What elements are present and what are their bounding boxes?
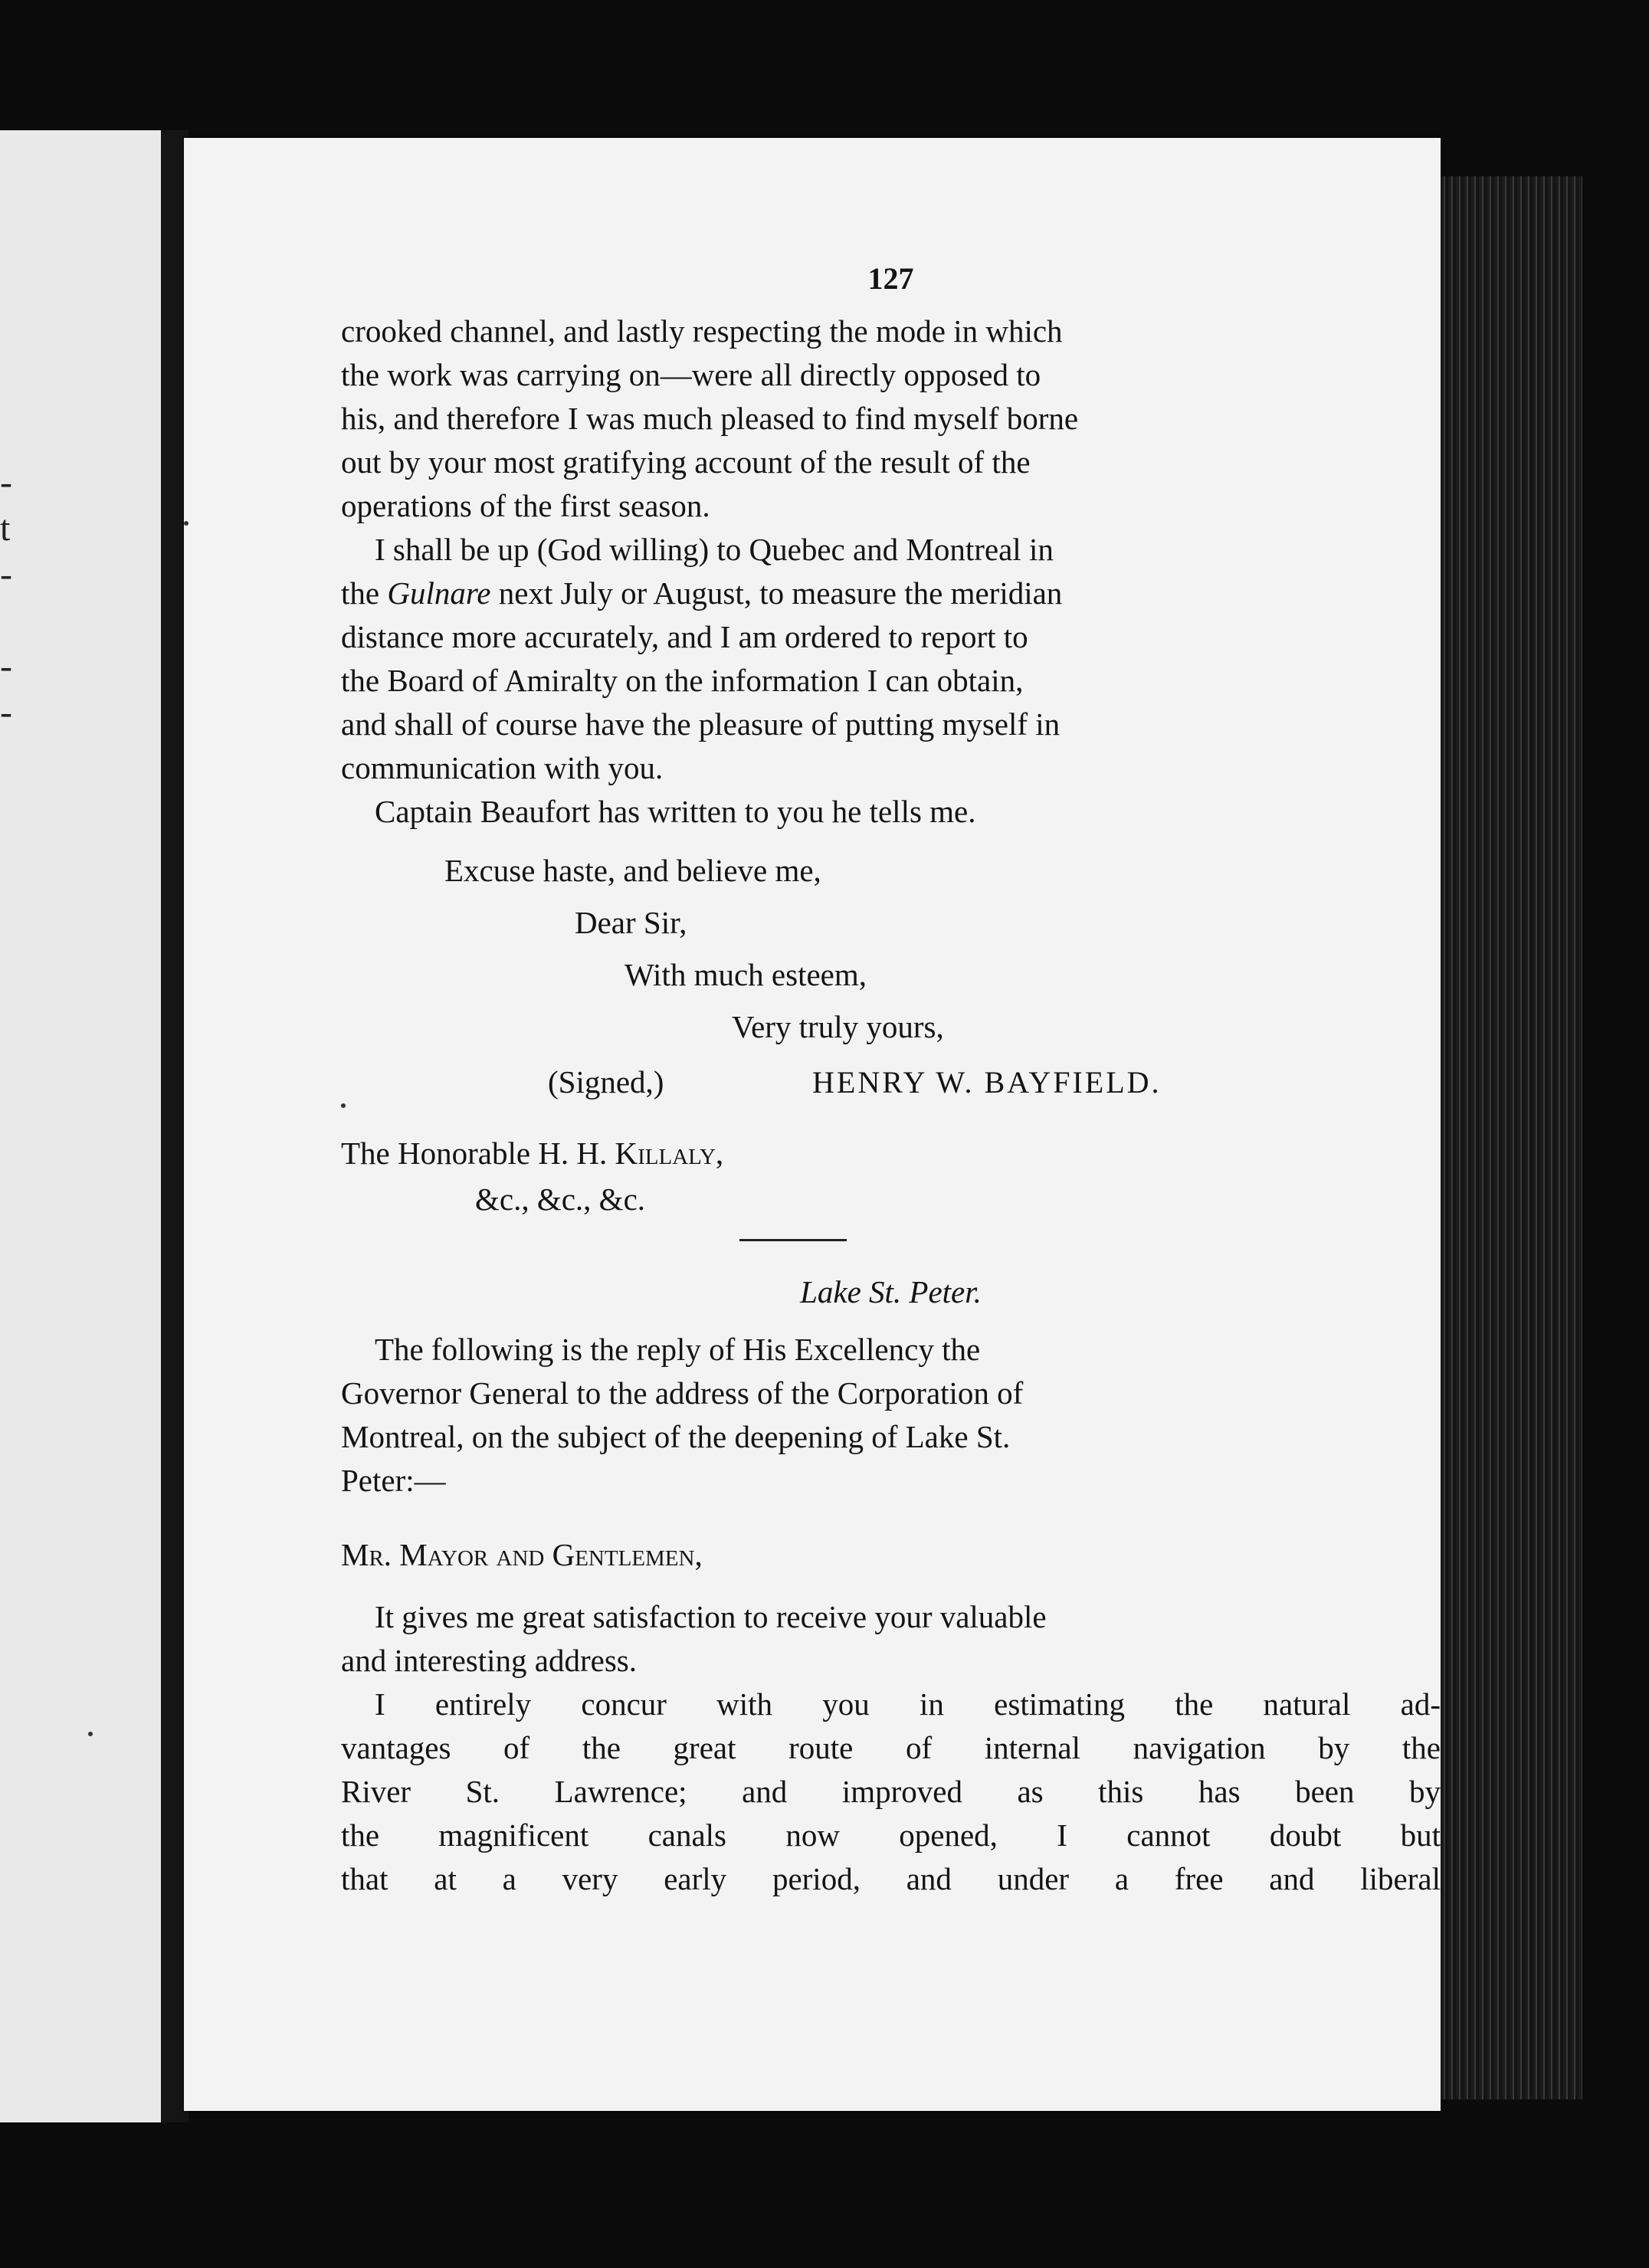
text-line: and shall of course have the pleasure of putting myself in: [341, 706, 1061, 742]
closing-line: Excuse haste, and believe me,: [444, 853, 821, 888]
text-line: The following is the reply of His Excellency the: [375, 1332, 981, 1367]
text-line: Governor General to the address of the Corporation of: [341, 1375, 1024, 1411]
paragraph: [341, 1683, 1441, 1901]
text-line: out by your most gratifying account of the result of the: [341, 444, 1031, 480]
text-line: It gives me great satisfaction to receive your valuable: [375, 1599, 1047, 1634]
signature-line: [341, 1056, 1441, 1109]
text-line: the work was carrying on—were all directly opposed to: [341, 357, 1041, 392]
text-line: his, and therefore I was much pleased to find myself borne: [341, 401, 1079, 436]
margin-mark: t: [0, 508, 11, 549]
signed-label: (Signed,): [548, 1064, 664, 1100]
margin-mark: -: [0, 554, 12, 595]
text-line: the Gulnare next July or August, to measure the meridian: [341, 575, 1063, 611]
closing-line: With much esteem,: [625, 957, 867, 992]
text-line: Captain Beaufort has written to you he tells me.: [375, 794, 976, 829]
addressee-line: &c., &c., &c.: [475, 1182, 646, 1217]
ship-name: Gulnare: [387, 575, 491, 611]
text-line: and interesting address.: [341, 1643, 637, 1678]
section-divider: [739, 1239, 847, 1241]
margin-mark: [0, 598, 12, 644]
text-line: vantages of the great route of internal navigation by the: [341, 1730, 1441, 1765]
addressee-line: The Honorable H. H. Killaly,: [341, 1136, 724, 1171]
margin-mark: -: [0, 462, 12, 503]
text-line: River St. Lawrence; and improved as this has been by: [341, 1774, 1441, 1809]
speck: [184, 521, 189, 526]
section-title: Lake St. Peter.: [800, 1274, 982, 1309]
text-line: I shall be up (God willing) to Quebec and Montreal in: [375, 532, 1054, 567]
page-number: 127: [867, 261, 914, 296]
text-line: that at a very early period, and under a free and liberal: [341, 1861, 1441, 1896]
margin-mark: -: [0, 692, 12, 733]
addressee: [341, 1130, 1441, 1222]
text-line: crooked channel, and lastly respecting the mode in which: [341, 313, 1063, 349]
text-line: distance more accurately, and I am ordered to report to: [341, 619, 1028, 654]
facing-page-margin-marks: [0, 460, 12, 736]
text-line: operations of the first season.: [341, 488, 710, 523]
text-line: communication with you.: [341, 750, 664, 785]
letter-closing: [341, 844, 1441, 1109]
book-page: [184, 138, 1441, 2111]
margin-mark: -: [0, 646, 12, 687]
paragraph: [341, 1328, 1441, 1503]
page-text: [341, 257, 1441, 1901]
paragraph: [341, 790, 1441, 834]
facing-page: [0, 130, 165, 2122]
text-line: I entirely concur with you in estimating the natural ad-: [375, 1686, 1441, 1722]
paragraph: [341, 1595, 1441, 1683]
book-page-edges: [1441, 176, 1582, 2099]
text-line: Montreal, on the subject of the deepening of Lake St.: [341, 1419, 1011, 1454]
closing-line: Dear Sir,: [575, 905, 687, 940]
speck: [88, 1732, 93, 1736]
closing-line: Very truly yours,: [732, 1009, 944, 1044]
text-line: the Board of Amiralty on the information I can obtain,: [341, 663, 1024, 698]
text-line: Peter:—: [341, 1463, 446, 1498]
salutation: Mr. Mayor and Gentlemen,: [341, 1537, 703, 1572]
signatory-name: HENRY W. BAYFIELD.: [812, 1065, 1162, 1100]
paragraph: [341, 310, 1441, 528]
paragraph: [341, 528, 1441, 790]
text-line: the magnificent canals now opened, I cannot doubt but: [341, 1817, 1441, 1853]
